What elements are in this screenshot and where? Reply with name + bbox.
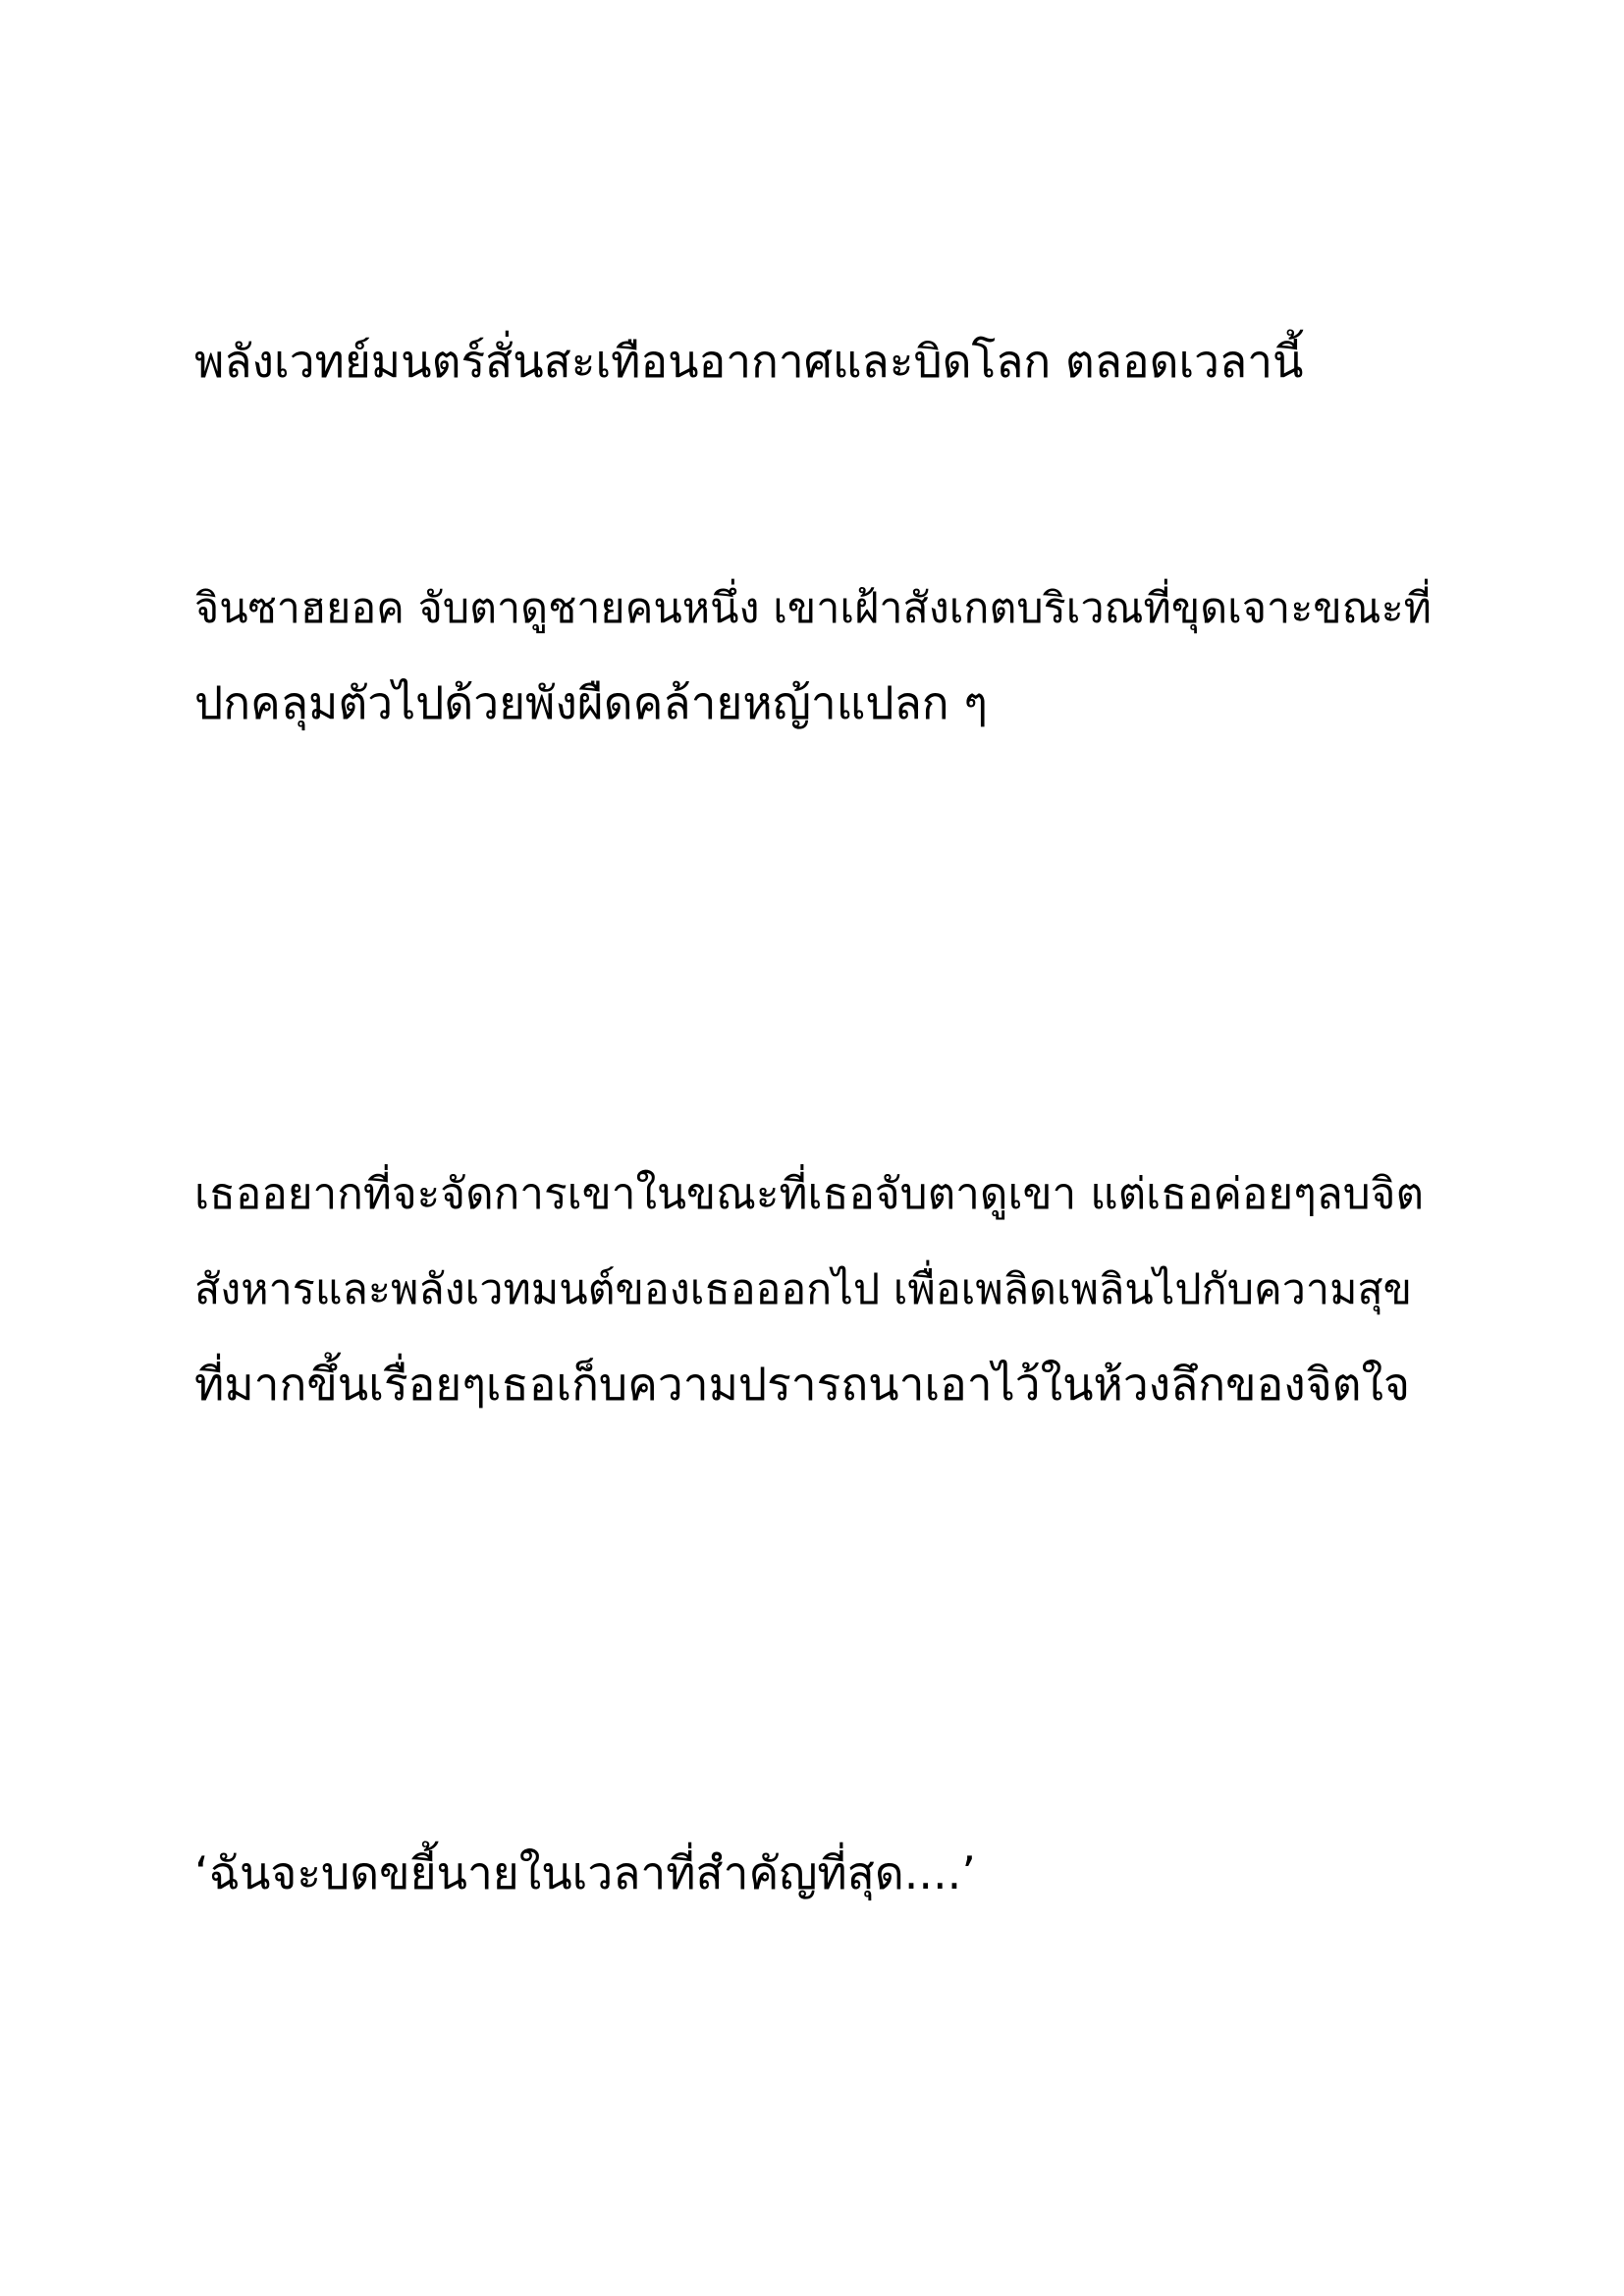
paragraph-line: สังหารและพลังเวทมนต์ของเธอออกไป เพื่อเพลิดเพลินไปกับความสุข	[194, 1265, 1413, 1314]
paragraph-line: ปกคลุมตัวไปด้วยพังผืดคล้ายหญ้าแปลก ๆ	[194, 676, 988, 729]
quote-line: ‘ฉันจะบดขยี้นายในเวลาที่สำคัญที่สุด....’	[194, 1846, 976, 1899]
paragraph-line: ที่มากขึ้นเรื่อยๆเธอเก็บความปรารถนาเอาไว้ในห้วงลึกของจิตใจ	[194, 1358, 1410, 1411]
paragraph-line: พลังเวทย์มนตร์สั่นสะเทือนอากาศและบิดโลก ตลอดเวลานี้	[194, 335, 1304, 388]
paragraph-line: จินซาฮยอค จับตาดูชายคนหนึ่ง เขาเฝ้าสังเกตบริเวณที่ขุดเจาะขณะที่	[194, 584, 1433, 633]
paragraph-line: เธออยากที่จะจัดการเขาในขณะที่เธอจับตาดูเขา แต่เธอค่อยๆลบจิต	[194, 1169, 1425, 1219]
